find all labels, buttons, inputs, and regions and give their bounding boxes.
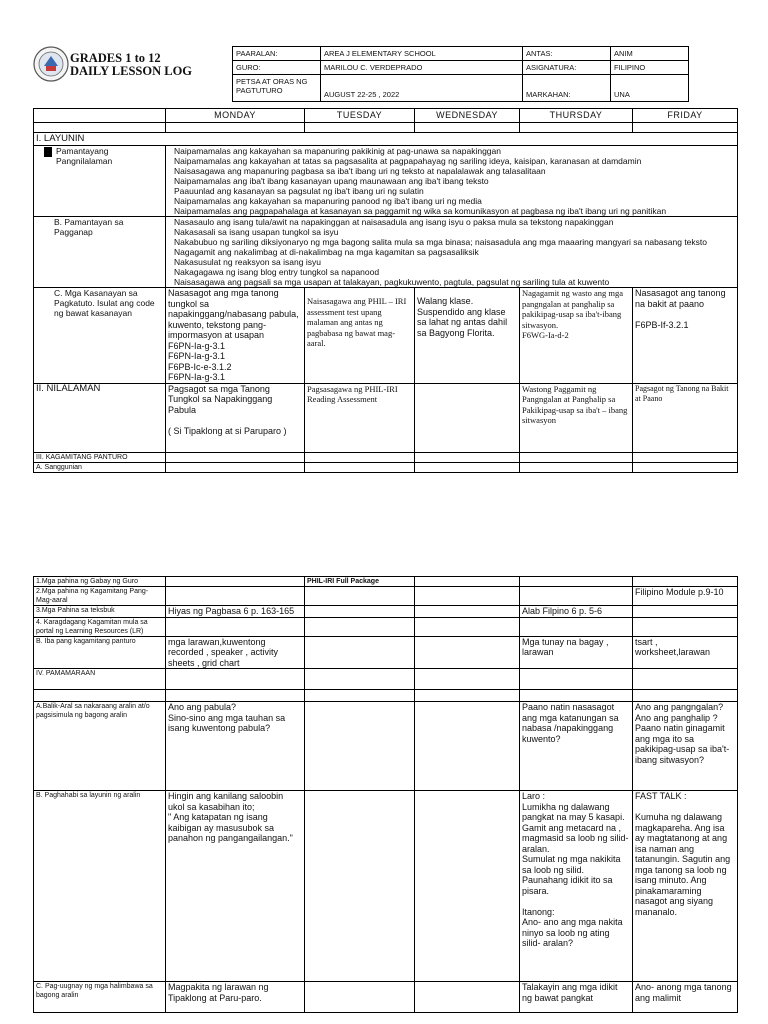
petsa-label: PETSA AT ORAS NG PAGTUTURO [233, 75, 321, 102]
pamantayang-pangnilalaman-label: Pamantayang Pangnilalaman [56, 146, 113, 166]
balik-aral-friday: Ano ang pangngalan? Ano ang panghalip ? Paano natin ginagamit ang mga ito sa pakikipag-usap sa iba't-ibang sitwasyon? [633, 702, 738, 791]
pag-uugnay-row [34, 982, 738, 1013]
kasanayan-label: C. Mga Kasanayan sa Pagkatuto. Isulat ang code ng bawat kasanayan [34, 288, 166, 384]
guro-value: MARILOU C. VERDEPRADO [321, 61, 523, 75]
nilalaman-wednesday [415, 383, 520, 452]
balik-aral-row [34, 702, 738, 791]
balik-aral-thursday: Paano natin nasasagot ang mga katanungan sa nabasa /napakinggang kuwento? [520, 702, 633, 791]
markahan-value: UNA [611, 75, 689, 102]
asignatura-label: ASIGNATURA: [523, 61, 611, 75]
gabay-guro-label: 1.Mga pahina ng Gabay ng Guro [34, 577, 166, 587]
teksbuk-row [34, 606, 738, 618]
kasanayan-thursday: Nagagamit ng wasto ang mga pangngalan at panghalip sa pakikipag-usap sa iba't-ibang sitwasyon. F6WG-Ia-d-2 [520, 288, 633, 384]
title-line-1: GRADES 1 to 12 [70, 51, 161, 65]
layunin-title: I. LAYUNIN [34, 133, 738, 146]
teksbuk-label: 3.Mga Pahina sa teksbuk [34, 606, 166, 618]
paghahabi-row [34, 791, 738, 982]
page-title [70, 52, 192, 78]
guro-label: GURO: [233, 61, 321, 75]
kasanayan-wednesday: Walang klase. Suspendido ang klase sa lahat ng antas dahil sa Bagyong Florita. [415, 288, 520, 384]
lr-portal-row [34, 617, 738, 636]
antas-value: ANIM [611, 47, 689, 61]
lesson-log-table-continued [33, 576, 738, 1013]
deped-seal-icon [33, 46, 69, 82]
iba-pang-kagamitan-thursday: Mga tunay na bagay , larawan [520, 636, 633, 669]
nilalaman-friday: Pagsagot ng Tanong na Bakit at Paano [633, 383, 738, 452]
school-info-table [232, 46, 689, 102]
paghahabi-thursday: Laro : Lumikha ng dalawang pangkat na may 5 kasapi. Gamit ang metacard na , magmasid sa loob ng silid- aralan. Sumulat ng mga nakikita sa loob ng silid. Paunahang idikit ito sa pisara. Itanong: Ano- ano ang mga nakita ninyo sa loob ng ating silid- aralan? [520, 791, 633, 982]
paghahabi-label: B. Paghahabi sa layunin ng aralin [34, 791, 166, 982]
antas-label: ANTAS: [523, 47, 611, 61]
pamantayan-pagganap-text: Nasasaulo ang isang tula/awit na napakinggan at naisasadula ang isang isyu o paksa mula sa tekstong napakinggan Nakasasali sa isang usapan tungkol sa isyu Nakabubuo ng sariling diksiyonaryo ng mga bagong salita mula sa mga binasa; naisasadula ang mga maaaring mangyari sa nabasang teksto Nagagamit ang nakalimbag at di-nakalimbag na mga kagamitan sa pagsasaliksik Nakasusulat ng reaksyon sa isang isyu Nakagagawa ng isang blog entry tungkol sa napanood Naisasagawa ang pagsali sa mga usapan at talakayan, pagkukuwento, pagtula, pagsulat ng sariling tula at kuwento [166, 217, 738, 288]
nilalaman-thursday: Wastong Paggamit ng Pangngalan at Panghalip sa Pakikipag-usap sa iba't – ibang sitwasyon [520, 383, 633, 452]
kagamitang-mag-aaral-row [34, 587, 738, 606]
markahan-label: MARKAHAN: [523, 75, 611, 102]
asignatura-value: FILIPINO [611, 61, 689, 75]
day-tuesday: TUESDAY [305, 109, 415, 123]
teksbuk-thursday: Alab Filpino 6 p. 5-6 [520, 606, 633, 618]
pamamaraan-label: IV. PAMAMARAAN [34, 669, 166, 690]
day-wednesday: WEDNESDAY [415, 109, 520, 123]
pamantayang-pangnilalaman-row [34, 146, 738, 217]
pamantayang-pangnilalaman-text: Naipamamalas ang kakayahan sa mapanuring pakikinig at pag-unawa sa napakinggan Naipamamalas ang kakayahan at tatas sa pagsasalita at pagpapahayag ng sariling ideya, kaisipan, karanasan at damdamin Naisasagawa ang mapanuring pagbasa sa iba't ibang uri ng teksto at napalalawak ang talasalitaan Naipamamalas ang iba't ibang kasanayan upang maunawaan ang iba't ibang teksto Paauunlad ang kasanayan sa pagsulat ng iba't ibang uri ng sulatin Naipamamalas ang kakayahan sa mapanuring panood ng iba't ibang uri ng media Naipamamalas ang pagpapahalaga at kasanayan sa paggamit ng wika sa komunikasyon at pagbasa ng iba't ibang uri ng panitikan [166, 146, 738, 217]
iba-pang-kagamitan-label: B. Iba pang kagamitang panturo [34, 636, 166, 669]
teksbuk-monday: Hiyas ng Pagbasa 6 p. 163-165 [166, 606, 305, 618]
gabay-guro-row [34, 577, 738, 587]
kagamitang-mag-aaral-label: 2.Mga pahina ng Kagamitang Pang-Mag-aaral [34, 587, 166, 606]
pamantayan-pagganap-label: B. Pamantayan sa Pagganap [34, 217, 166, 288]
iba-pang-kagamitan-friday: tsart , worksheet,larawan [633, 636, 738, 669]
iba-pang-kagamitan-monday: mga larawan,kuwentong recorded , speaker , activity sheets , grid chart [166, 636, 305, 669]
pag-uugnay-thursday: Talakayin ang mga idikit ng bawat pangkat [520, 982, 633, 1013]
gabay-guro-tuesday: PHIL-IRI Full Package [305, 577, 415, 587]
day-thursday: THURSDAY [520, 109, 633, 123]
day-friday: FRIDAY [633, 109, 738, 123]
pamamaraan-row [34, 669, 738, 690]
kasanayan-monday: Nasasagot ang mga tanong tungkol sa napakinggang/nabasang pabula, kuwento, tekstong pang-impormasyon at usapan F6PN-Ia-g-3.1 F6PN-Ia-g-3.1 F6PB-Ic-e-3.1.2 F6PN-Ia-g-3.1 [166, 288, 305, 384]
kasanayan-tuesday: Naisasagawa ang PHIL – IRI assessment test upang malaman ang antas ng pagbabasa ng bawat mag-aaral. [305, 288, 415, 384]
nilalaman-monday: Pagsagot sa mga Tanong Tungkol sa Napakinggang Pabula ( Si Tipaklong at si Paruparo ) [166, 383, 305, 452]
kagamitan-label: III. KAGAMITANG PANTURO [34, 452, 166, 462]
pag-uugnay-label: C. Pag-uugnay ng mga halimbawa sa bagong aralin [34, 982, 166, 1013]
paaralan-label: PAARALAN: [233, 47, 321, 61]
kasanayan-row [34, 288, 738, 384]
title-line-2: DAILY LESSON LOG [70, 64, 193, 78]
pag-uugnay-monday: Magpakita ng larawan ng Tipaklong at Paru-paro. [166, 982, 305, 1013]
kagamitang-mag-aaral-friday: Filipino Module p.9-10 [633, 587, 738, 606]
pag-uugnay-friday: Ano- anong mga tanong ang malimit [633, 982, 738, 1013]
bullet-marker [44, 147, 52, 157]
balik-aral-label: A.Balik-Aral sa nakaraang aralin at/o pagsisimula ng bagong aralin [34, 702, 166, 791]
sanggunian-row [34, 462, 738, 472]
day-header-row [34, 109, 738, 123]
nilalaman-row [34, 383, 738, 452]
day-monday: MONDAY [166, 109, 305, 123]
iba-pang-kagamitan-row [34, 636, 738, 669]
balik-aral-monday: Ano ang pabula? Sino-sino ang mga tauhan sa isang kuwentong pabula? [166, 702, 305, 791]
pamantayan-pagganap-row [34, 217, 738, 288]
petsa-value: AUGUST 22-25 , 2022 [321, 75, 523, 102]
paghahabi-friday: FAST TALK : Kumuha ng dalawang magkapareha. Ang isa ay magtatanong at ang isa naman ang tatanungin. Sagutin ang mga tanong sa loob ng isang minuto. Ang pinakamaraming nasagot ang siyang mananalo. [633, 791, 738, 982]
kasanayan-friday: Nasasagot ang tanong na bakit at paano F6PB-If-3.2.1 [633, 288, 738, 384]
paaralan-value: AREA J ELEMENTARY SCHOOL [321, 47, 523, 61]
sanggunian-label: A. Sanggunian [34, 462, 166, 472]
paghahabi-monday: Hingin ang kanilang saloobin ukol sa kasabihan ito; " Ang katapatan ng isang kaibigan ay masusubok sa panahon ng pangangailangan." [166, 791, 305, 982]
layunin-row [34, 133, 738, 146]
lesson-log-table [33, 108, 738, 473]
nilalaman-tuesday: Pagsasagawa ng PHIL-IRI Reading Assessment [305, 383, 415, 452]
nilalaman-label: II. NILALAMAN [34, 383, 166, 452]
kagamitan-row [34, 452, 738, 462]
lr-portal-label: 4. Karagdagang Kagamitan mula sa portal ng Learning Resources (LR) [34, 617, 166, 636]
